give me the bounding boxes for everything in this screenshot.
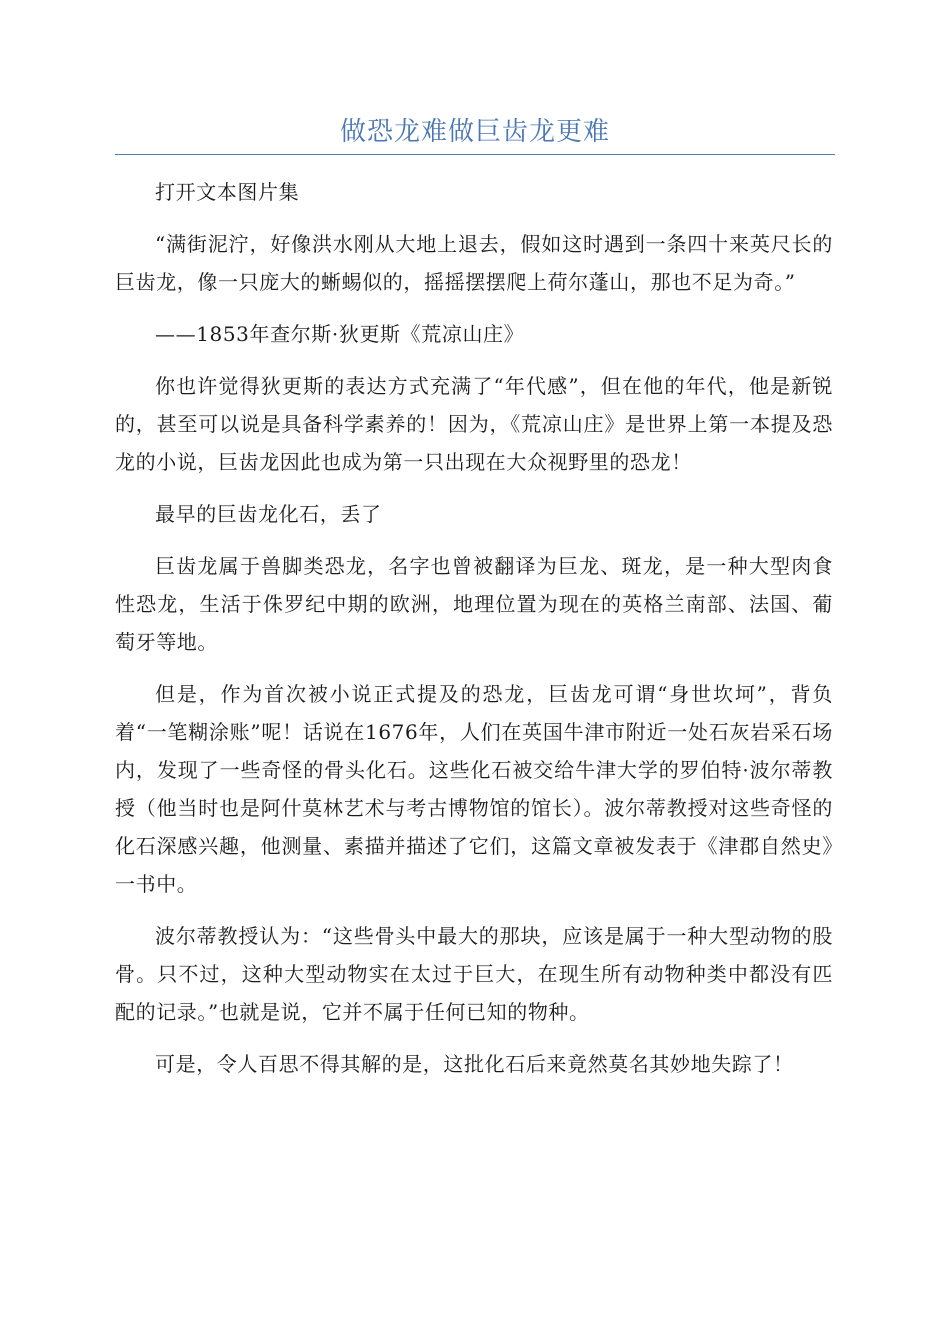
paragraph-attribution: ——1853年查尔斯·狄更斯《荒凉山庄》 bbox=[155, 322, 525, 346]
paragraph-quote: “满街泥泞，好像洪水刚从大地上退去，假如这时遇到一条四十来英尺长的巨齿龙，像一只庞大的蜥蜴似的，摇摇摆摆爬上荷尔蓬山，那也不足为奇。” bbox=[115, 232, 833, 294]
paragraph-plot-opinion: 波尔蒂教授认为：“这些骨头中最大的那块，应该是属于一种大型动物的股骨。只不过，这种大型动物实在太过于巨大，在现生所有动物种类中都没有匹配的记录。”也就是说，它并不属于任何已知的物种。 bbox=[115, 924, 833, 1024]
paragraph-megalosaurus: 巨齿龙属于兽脚类恐龙，名字也曾被翻译为巨龙、斑龙，是一种大型肉食性恐龙，生活于侏罗纪中期的欧洲，地理位置为现在的英格兰南部、法国、葡萄牙等地。 bbox=[115, 554, 833, 654]
paragraph-lost-fossil: 可是，令人百思不得其解的是，这批化石后来竟然莫名其妙地失踪了！ bbox=[155, 1052, 794, 1076]
title-area bbox=[115, 112, 835, 152]
document-body bbox=[115, 173, 833, 1097]
section-heading: 最早的巨齿龙化石，丢了 bbox=[155, 502, 382, 526]
paragraph-dickens: 你也许觉得狄更斯的表达方式充满了“年代感”，但在他的年代，他是新锐的，甚至可以说是具备科学素养的！因为，《荒凉山庄》是世界上第一本提及恐龙的小说，巨齿龙因此也成为第一只出现在大众视野里的恐龙！ bbox=[115, 374, 833, 474]
paragraph-history: 但是，作为首次被小说正式提及的恐龙，巨齿龙可谓“身世坎坷”，背负着“一笔糊涂账”呢！话说在1676年，人们在英国牛津市附近一处石灰岩采石场内，发现了一些奇怪的骨头化石。这些化石被交给牛津大学的罗伯特·波尔蒂教授（他当时也是阿什莫林艺术与考古博物馆的馆长）。波尔蒂教授对这些奇怪的化石深感兴趣，他测量、素描并描述了它们，这篇文章被发表于《津郡自然史》一书中。 bbox=[115, 682, 833, 896]
document-title: 做恐龙难做巨齿龙更难 bbox=[339, 117, 610, 147]
title-underline bbox=[115, 154, 835, 155]
paragraph-intro: 打开文本图片集 bbox=[155, 180, 300, 204]
